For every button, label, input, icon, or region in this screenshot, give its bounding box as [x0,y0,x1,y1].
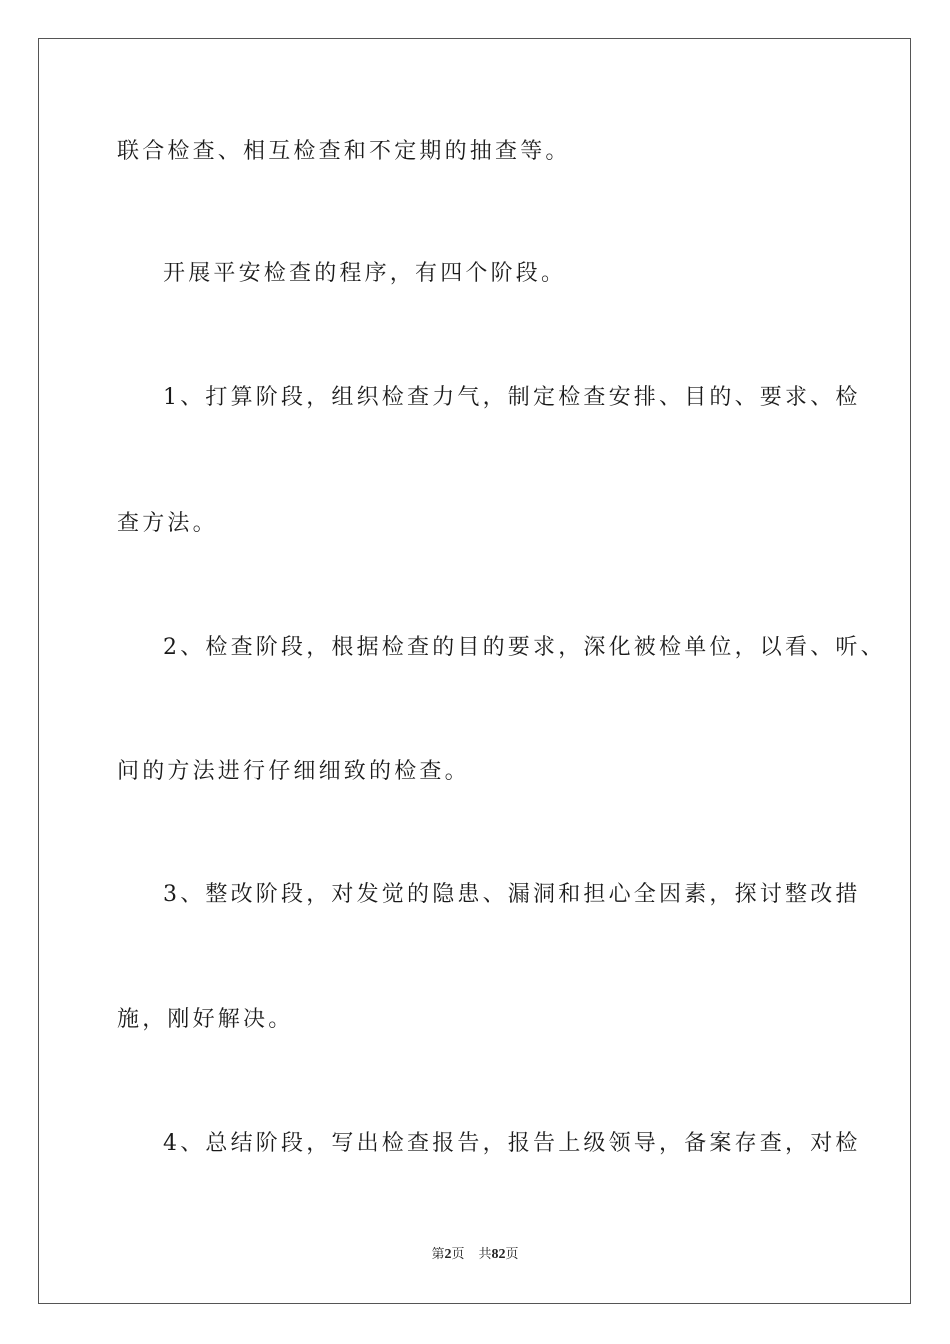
text-line-1: 联合检查、相互检查和不定期的抽查等。 [117,139,571,164]
page-prefix: 第 [431,1247,445,1262]
text-line-9: 4、总结阶段，写出检查报告，报告上级领导，备案存查，对检 [163,1131,861,1156]
text-line-3: 1、打算阶段，组织检查力气，制定检查安排、目的、要求、检 [163,385,861,410]
text-line-5: 2、检查阶段，根据检查的目的要求，深化被检单位，以看、听、 [163,635,886,660]
text-line-6: 问的方法进行仔细细致的检查。 [117,759,470,784]
text-line-8: 施，刚好解决。 [117,1007,294,1032]
page-footer [0,1246,950,1264]
page-border [38,38,911,1304]
text-line-2: 开展平安检查的程序，有四个阶段。 [163,261,567,286]
total-suffix: 页 [505,1247,519,1262]
text-line-4: 查方法。 [117,511,218,536]
page-number: 2 [444,1247,452,1262]
text-line-7: 3、整改阶段，对发觉的隐患、漏洞和担心全因素，探讨整改措 [163,882,861,907]
total-prefix: 共 [478,1247,492,1262]
total-pages: 82 [491,1247,506,1262]
page-suffix: 页 [451,1247,465,1262]
